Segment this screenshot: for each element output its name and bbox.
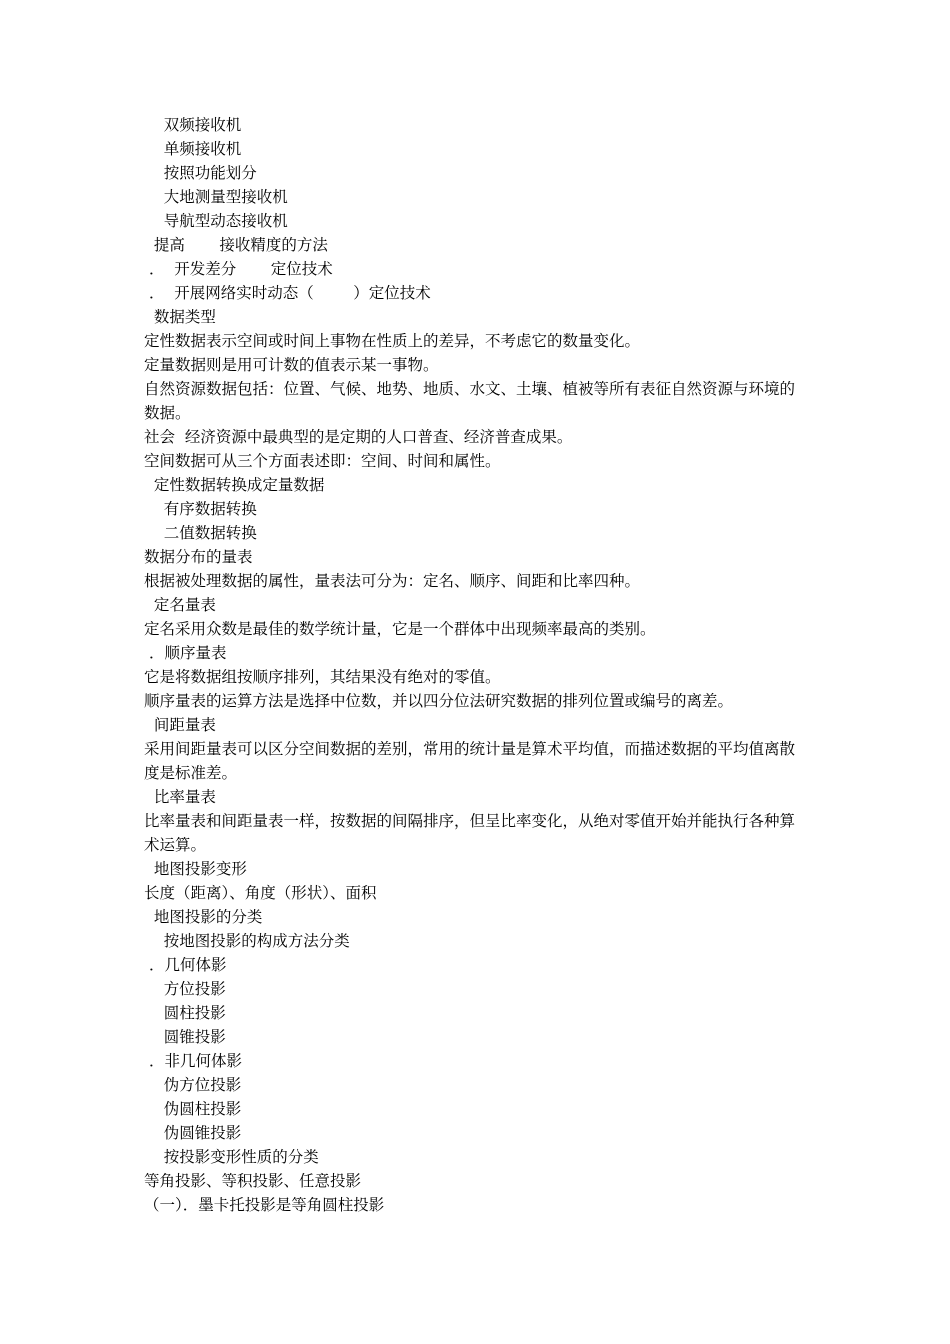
- text-line: 大地测量型接收机: [144, 188, 288, 206]
- section-heading: 定名量表: [144, 596, 216, 614]
- text-line: 双频接收机: [144, 116, 242, 134]
- text-line: ． 开发差分 定位技术: [144, 260, 333, 278]
- text-line: 伪圆柱投影: [144, 1100, 242, 1118]
- text-line: ．非几何体影: [144, 1052, 242, 1070]
- section-heading: 比率量表: [144, 788, 216, 806]
- text-line: （一）．墨卡托投影是等角圆柱投影: [144, 1196, 385, 1214]
- paragraph: 顺序量表的运算方法是选择中位数，并以四分位法研究数据的排列位置或编号的离差。: [144, 692, 734, 710]
- paragraph: 采用间距量表可以区分空间数据的差别，常用的统计量是算术平均值，而描述数据的平均值离散度是标准差。: [144, 740, 796, 782]
- paragraph: 定量数据则是用可计数的值表示某一事物。: [144, 356, 439, 374]
- text-line: 按照功能划分: [144, 164, 257, 182]
- paragraph: 它是将数据组按顺序排列，其结果没有绝对的零值。: [144, 668, 501, 686]
- text-line: 有序数据转换: [144, 500, 257, 518]
- section-heading: 定性数据转换成定量数据: [144, 476, 325, 494]
- paragraph: 自然资源数据包括：位置、气候、地势、地质、水文、土壤、植被等所有表征自然资源与环境的数据。: [144, 380, 796, 422]
- paragraph: 根据被处理数据的属性，量表法可分为：定名、顺序、间距和比率四种。: [144, 572, 641, 590]
- text-line: 按投影变形性质的分类: [144, 1148, 319, 1166]
- paragraph: 比率量表和间距量表一样，按数据的间隔排序，但呈比率变化，从绝对零值开始并能执行各种算术运算。: [144, 812, 796, 854]
- document-body: [144, 113, 810, 1217]
- text-line: 导航型动态接收机: [144, 212, 288, 230]
- text-line: 按地图投影的构成方法分类: [144, 932, 350, 950]
- text-line: ．几何体影: [144, 956, 227, 974]
- paragraph: 等角投影、等积投影、任意投影: [144, 1172, 362, 1190]
- paragraph: 定名采用众数是最佳的数学统计量，它是一个群体中出现频率最高的类别。: [144, 620, 656, 638]
- paragraph: 社会 经济资源中最典型的是定期的人口普查、经济普查成果。: [144, 428, 573, 446]
- text-line: 二值数据转换: [144, 524, 257, 542]
- section-heading: 地图投影的分类: [144, 908, 263, 926]
- text-line: 圆柱投影: [144, 1004, 226, 1022]
- text-line: ． 开展网络实时动态（ ）定位技术: [144, 284, 431, 302]
- text-line: 伪方位投影: [144, 1076, 242, 1094]
- paragraph: 长度（距离）、角度（形状）、面积: [144, 884, 377, 902]
- paragraph: 空间数据可从三个方面表述即：空间、时间和属性。: [144, 452, 501, 470]
- text-line: 圆锥投影: [144, 1028, 226, 1046]
- section-heading: 数据分布的量表: [144, 548, 253, 566]
- text-line: 单频接收机: [144, 140, 242, 158]
- text-line: 伪圆锥投影: [144, 1124, 242, 1142]
- text-line: 方位投影: [144, 980, 226, 998]
- section-heading: 提高 接收精度的方法: [144, 236, 328, 254]
- section-heading: ．顺序量表: [144, 644, 227, 662]
- section-heading: 地图投影变形: [144, 860, 247, 878]
- section-heading: 间距量表: [144, 716, 216, 734]
- section-heading: 数据类型: [144, 308, 216, 326]
- paragraph: 定性数据表示空间或时间上事物在性质上的差异，不考虑它的数量变化。: [144, 332, 641, 350]
